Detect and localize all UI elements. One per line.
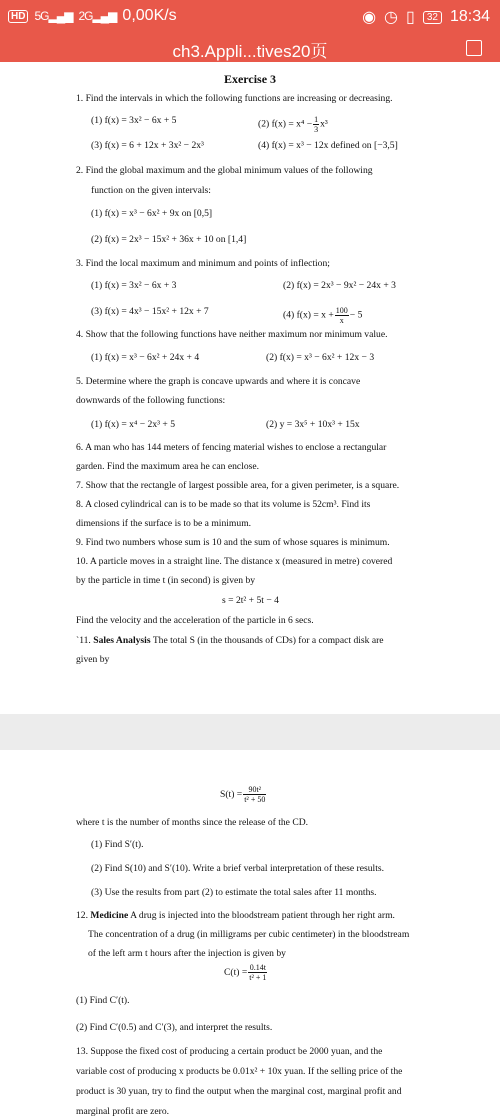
text-line: 2. Find the global maximum and the global minimum values of the following [76, 165, 373, 176]
text-line: (1) Find S′(t). [91, 839, 144, 850]
equation: C(t) = $\frac{0.14t}{\text{t² + 1}}$ [224, 963, 267, 983]
text-line: 9. Find two numbers whose sum is 10 and the sum of whose squares is minimum. [76, 537, 390, 548]
text-line: (2) f(x) = x⁴ − $\frac{1}{3}$ x³ [258, 115, 328, 134]
document-title-bar [0, 34, 500, 62]
text-line: of the left arm t hours after the injection is given by [88, 948, 286, 959]
text-line: 4. Show that the following functions have neither maximum nor minimum value. [76, 329, 388, 340]
text-line: (1) f(x) = x⁴ − 2x³ + 5 [91, 419, 175, 430]
text-line: 1. Find the intervals in which the following functions are increasing or decreasing. [76, 93, 393, 104]
text-line: (4) f(x) = x + $\frac{100}{x}$ − 5 [283, 306, 363, 325]
equation: s = 2t² + 5t − 4 [222, 595, 279, 606]
document-title: ch3.Appli...tives20页 [172, 42, 328, 61]
text-line: (2) f(x) = 2x³ − 15x² + 36x + 10 on [1,4] [91, 234, 247, 245]
text-line: 6. A man who has 144 meters of fencing material wishes to enclose a rectangular [76, 442, 387, 453]
pdf-page-1 [0, 62, 500, 714]
text-line: (4) f(x) = x³ − 12x defined on [−3,5] [258, 140, 398, 151]
text-line: downwards of the following functions: [76, 395, 226, 406]
text-line: (2) f(x) = 2x³ − 9x² − 24x + 3 [283, 280, 396, 291]
text-line: (1) f(x) = 3x² − 6x + 3 [91, 280, 177, 291]
vibrate-icon: ▯ [406, 9, 415, 26]
text-line: where t is the number of months since the release of the CD. [76, 817, 309, 828]
text-line: (1) f(x) = x³ − 6x² + 9x on [0,5] [91, 208, 213, 219]
text-line: 7. Show that the rectangle of largest possible area, for a given perimeter, is a square. [76, 480, 400, 491]
text-line: Find the velocity and the acceleration of the particle in 6 secs. [76, 615, 314, 626]
text-line: marginal profit are zero. [76, 1106, 170, 1117]
text-line: (3) f(x) = 6 + 12x + 3x² − 2x³ [91, 140, 204, 151]
text-line: (1) f(x) = x³ − 6x² + 24x + 4 [91, 352, 200, 363]
text-line: (2) y = 3x⁵ + 10x³ + 15x [266, 419, 360, 430]
network-speed: 0,00K/s [122, 7, 177, 24]
text-line: variable cost of producing x products be 0.01x² + 10x yuan. If the selling price of the [76, 1066, 403, 1077]
text-line: 10. A particle moves in a straight line. The distance x (measured in metre) covered [76, 556, 393, 567]
text-line: 5. Determine where the graph is concave upwards and where it is concave [76, 376, 361, 387]
text-line: by the particle in time t (in second) is given by [76, 575, 256, 586]
text-line: (2) f(x) = x³ − 6x² + 12x − 3 [266, 352, 375, 363]
page-heading: Exercise 3 [223, 72, 277, 86]
text-line: `11. Sales Analysis The total S (in the thousands of CDs) for a compact disk are [76, 635, 384, 646]
menu-icon[interactable] [466, 40, 482, 56]
status-bar [0, 0, 500, 34]
page-gap [0, 714, 500, 750]
eye-icon: ◉ [362, 9, 377, 26]
text-line: product is 30 yuan, try to find the output when the marginal cost, marginal profit and [76, 1086, 402, 1097]
clock: 18:34 [449, 8, 490, 25]
text-line: function on the given intervals: [91, 185, 211, 196]
text-line: 13. Suppose the fixed cost of producing a certain product be 2000 yuan, and the [76, 1046, 383, 1057]
equation: S(t) = $\frac{\text{90t²}}{\text{t² + 50}}$ [220, 785, 266, 805]
text-line: 3. Find the local maximum and minimum and points of inflection; [76, 258, 330, 269]
text-line: The concentration of a drug (in milligrams per cubic centimeter) in the bloodstream [88, 929, 410, 940]
text-line: (2) Find C′(0.5) and C′(3), and interpret the results. [76, 1022, 273, 1033]
text-line: dimensions if the surface is to be a minimum. [76, 518, 252, 529]
text-line: (1) Find C′(t). [76, 995, 130, 1006]
alarm-icon: ◷ [384, 9, 399, 26]
text-line: (1) f(x) = 3x² − 6x + 5 [91, 115, 177, 126]
pdf-page-2 [0, 750, 500, 1117]
text-line: garden. Find the maximum area he can enclose. [76, 461, 260, 472]
text-line: 12. Medicine A drug is injected into the bloodstream patient through her right arm. [76, 910, 395, 921]
text-line: (3) f(x) = 4x³ − 15x² + 12x + 7 [91, 306, 209, 317]
battery-icon: 32 [423, 11, 442, 24]
text-line: given by [76, 654, 110, 665]
text-line: (3) Use the results from part (2) to estimate the total sales after 11 months. [91, 887, 377, 898]
text-line: 8. A closed cylindrical can is to be made so that its volume is 52cm³. Find its [76, 499, 371, 510]
signal-icon: 5G▂▄▆ [34, 9, 73, 23]
hd-badge: HD [8, 10, 28, 23]
text-line: (2) Find S(10) and S′(10). Write a brief verbal interpretation of these results. [91, 863, 384, 874]
signal-icon-2: 2G▂▄▆ [78, 9, 117, 23]
